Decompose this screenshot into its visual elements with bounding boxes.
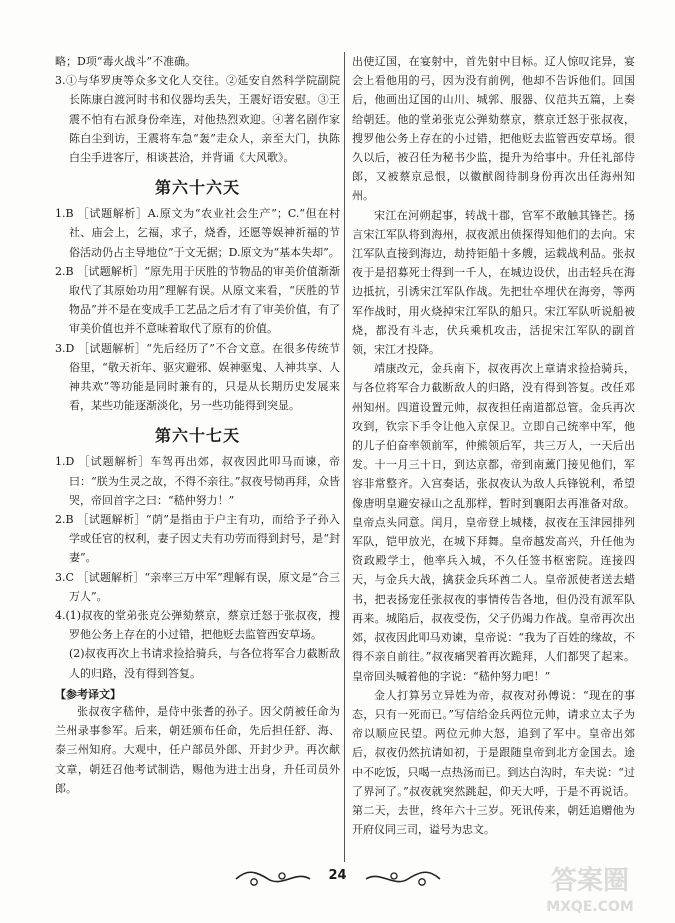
- reference-translation-heading: 【参考译文】: [55, 687, 121, 701]
- day67-answer-1: 1.D ［试题解析］车驾再出郊，叔夜因此叩马而谏，帝曰：“朕为生灵之故，不得不亲往。”叔夜号恸再拜，众皆哭，帝回首字之曰：“嵇仲努力！”: [55, 455, 340, 507]
- page-number: 24: [328, 868, 347, 883]
- day67-answer-3: 3.C ［试题解析］“亲率三万中军”理解有误，原文是“合三万人”。: [55, 570, 340, 603]
- column-divider: [344, 52, 345, 862]
- day66-answer-2: 2.B ［试题解析］“原先用于厌胜的节物品的审美价值渐渐取代了其原始功用”理解有误。从原文来看，“厌胜的节物品”并不是在变成手工艺品之后才有了审美价值，有了审美价值也并不意味着取代了原有的价值。: [55, 264, 340, 336]
- watermark-line-1: 答案圈: [550, 866, 630, 896]
- translation-paragraph-3: 靖康改元，金兵南下，叔夜再次上章请求捡拾骑兵，与各位将军合力截断敌人的归路，没有得到答复。改任邓州知州。四道设置元帅，叔夜担任南道都总管。金兵再次攻到，钦宗下手令让他入京保卫。立即自己统率中军，他的儿子伯奋率领前军，仲熊领后军，共三万人，一天后出发。十一月三十日，到达京都，帝到南薰门接见他们，军容非常整齐。入宫奏话，张叔夜认为敌人兵锋锐利，希望像唐明皇避安禄山之乱那样，暂时到襄阳去再准备对敌。皇帝点头同意。闰月，皇帝登上城楼，叔夜在玉津园排列军队，铠甲放光，在城下拜舞。皇帝越发高兴，升任他为资政殿学士，他率兵入城，不久任签书枢密院。连接四天，与金兵大战，擒获金兵环酋二人。皇帝派使者送去蜡书，把表扬宠任张叔夜的事情传告各地，但仍没有派军队再来。城陷后，叔夜受伤，父子仍竭力作战。皇帝再次出郊，叔夜因此叩马劝谏，皇帝说：“我为了百姓的缘故，不得不亲自前往。”叔夜痛哭着再次跪拜，人们都哭了起来。皇帝回头喊着他的字说：“嵇仲努力吧！”: [352, 362, 635, 683]
- day67-answer-4-part1: 4.(1)叔夜的堂弟张克公弹劾蔡京，蔡京迁怒于张叔夜，搜罗他公务上存在的小过错，把他贬去监管西安草场。: [55, 609, 340, 642]
- translation-paragraph-4: 金人打算另立异姓为帝，叔夜对孙傅说：“现在的事态，只有一死而已。”写信给金兵两位元帅，请求立太子为帝以顺应民望。两位元帅大怒，追到了军中。皇帝出郊后，叔夜仍然抗请如初，于是跟随皇帝到北方金国去。途中不吃饭，只喝一点热汤而已。到达白沟时，车夫说：“过了界河了。”叔夜就突然跳起，仰天大呼，于是不再说话。第二天，去世，终年六十三岁。死讯传来，朝廷追赠他为开府仪同三司，谥号为忠文。: [352, 688, 635, 837]
- translation-paragraph-1: 张叔夜字嵇仲，是侍中张耆的孙子。因父荫被任命为兰州录事参军。后来，朝廷颁布任命，先后担任舒、海、泰三州知府。大观中，任户部员外郎、开封少尹。再次献文章，朝廷召他考试制诰，赐他为进士出身，升任司员外郎。: [55, 704, 340, 795]
- day66-answer-1: 1.B ［试题解析］A.原文为“农业社会生产”；C.“但在村社、庙会上，乞福，求子，烧香，还愿等娱神祈福的节俗活动仍占主导地位”于文无据；D.原文为“基本失却”。: [55, 207, 340, 259]
- section-title-day-67: 第六十七天: [154, 426, 240, 446]
- left-column: [55, 52, 340, 798]
- right-column: [352, 52, 635, 839]
- paragraph-prev-answer-end: 略；D项“毒火战斗”不准确。: [55, 55, 197, 68]
- translation-paragraph-2: 宋江在河朔起事，转战十郡，官军不敢触其锋芒。扬言宋江军队将到海州，叔夜派出侦探得知他们的去向。宋江军队直接到海边，劫持钜船十多艘，运载战利品。张叔夜于是招募死士得到一千人，在城边设伏，出击轻兵在海边抵抗，引诱宋江军队作战。先把壮卒埋伏在海旁，等两军作战时，用火烧掉宋江军队的船只。宋江军队听说船被烧，都没有斗志，伏兵乘机攻击，活捉宋江军队的副首领，宋江才投降。: [352, 208, 635, 357]
- watermark-line-2: MXQE.COM: [546, 899, 634, 915]
- watermark-logo: [515, 859, 665, 917]
- day67-answer-4-part2: (2)叔夜再次上书请求捡拾骑兵，与各位将军合力截断敌人的归路，没有得到答复。: [69, 647, 340, 680]
- translation-paragraph-1-cont: 出使辽国，在宴射中，首先射中目标。辽人惊叹诧异，宴会上看他用的弓，因为没有前例，他却不告诉他们。回国后，他画出辽国的山川、城郭、服器、仪范共五篇，上奏给朝廷。他的堂弟张克公弹劾蔡京，蔡京迁怒于张叔夜，搜罗他公务上存在的小过错，把他贬去监管西安草场。很久以后，被召任为秘书少监，提升为给事中。升任礼部侍郎，又被蔡京忌恨，以徽猷阁待制身份再次出任海州知州。: [352, 55, 635, 203]
- section-title-day-66: 第六十六天: [154, 178, 240, 198]
- right-ornament-icon: [364, 868, 444, 890]
- answer-3-prev: 3.①与华罗庚等众多文化人交往。②延安自然科学院副院长陈康白渡河时书和仪器均丢失，王震好语安慰。③王震不怕有右派身份牵连，对他热烈欢迎。④著名剧作家陈白尘到访，王震将车急“轰”走众人，亲至大门，执陈白尘手进客厅，相谈甚洽，并背诵《大风歌》。: [55, 74, 340, 165]
- day66-answer-3: 3.D ［试题解析］“先后经历了”不合文意。在很多传统节俗里，“敬天祈年、驱灾避邪、娱神驱鬼、人神共享、人神共欢”等功能是同时兼有的，只是从长期历史发展来看，某些功能逐渐淡化，另一些功能得到突显。: [55, 341, 340, 413]
- day67-answer-2: 2.B ［试题解析］“荫”是指由于户主有功，而给予子孙入学或任官的权利，妻子因丈夫有功劳而得到封号，是“封妻”。: [55, 513, 340, 565]
